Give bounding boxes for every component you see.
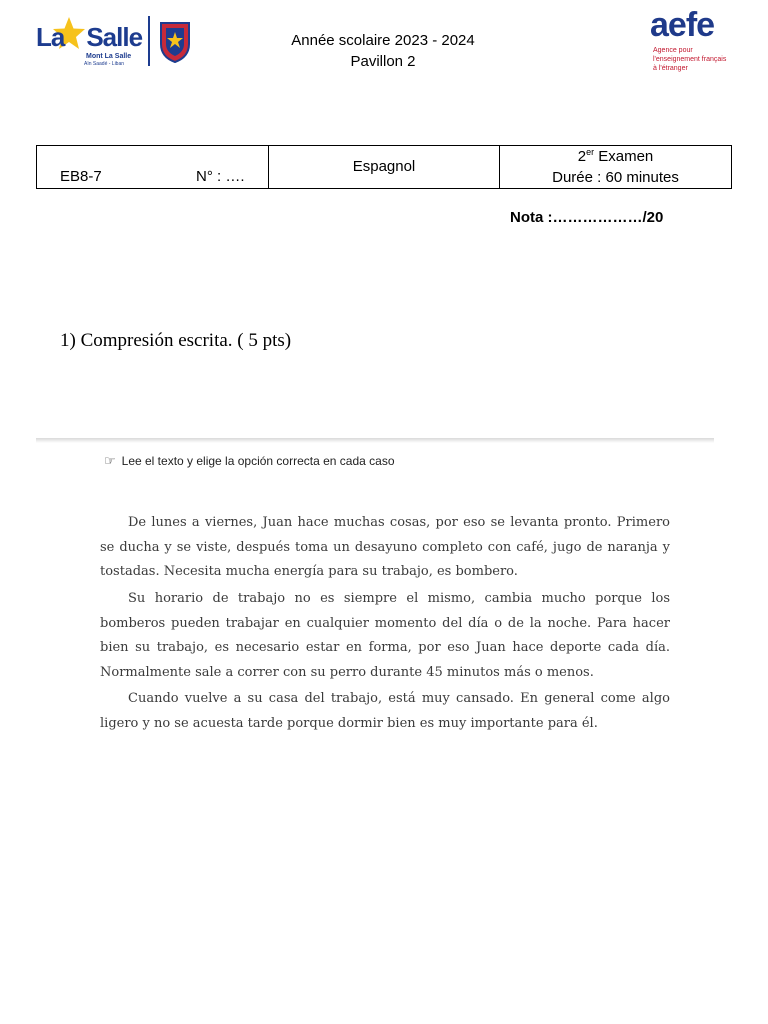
exam-cell xyxy=(500,146,732,189)
student-cell xyxy=(37,146,269,189)
reading-paragraph: De lunes a viernes, Juan hace muchas cosas, por eso se levanta pronto. Primero se ducha y se viste, después toma un desayuno completo con café, jugo de naranja y tostadas. Necesita mucha energía para su trabajo, es bombero. xyxy=(100,515,670,579)
lasalle-logo-name: La Salle xyxy=(36,22,143,52)
header-center xyxy=(233,30,533,72)
lasalle-logo-line2: Aïn Saadé - Liban xyxy=(84,61,125,67)
aefe-logo xyxy=(648,6,748,78)
school-crest-icon xyxy=(158,20,192,64)
scan-edge xyxy=(36,438,714,443)
subject-name: Espagnol xyxy=(352,157,416,175)
class-code: EB8-7 xyxy=(60,168,102,185)
section-title: 1) Compresión escrita. ( 5 pts) xyxy=(60,330,292,351)
exam-duration: Durée : 60 minutes xyxy=(552,169,679,186)
reading-instruction: ☞ Lee el texto y elige la opción correcta en cada caso xyxy=(104,453,395,468)
subject-cell xyxy=(269,146,500,189)
student-number-label: N° : …. xyxy=(196,168,245,185)
lasalle-logo xyxy=(34,14,194,70)
logo-divider xyxy=(148,16,150,66)
school-year: Année scolaire 2023 - 2024 xyxy=(291,32,475,49)
exam-title: 2er Examen xyxy=(577,147,654,165)
aefe-logo-tagline: Agence pour l'enseignement français à l'étranger xyxy=(653,47,727,72)
reading-paragraph: Su horario de trabajo no es siempre el mismo, cambia mucho porque los bomberos pueden trabajar en cualquier momento del día o de la noche. Para hacer bien su trabajo, es necesario estar en forma, por eso Juan hace deporte cada día. Normalmente sale a correr con su perro durante 45 minutos más o menos. xyxy=(100,591,670,680)
aefe-logo-name: aefe xyxy=(650,6,715,44)
pavilion: Pavillon 2 xyxy=(350,53,416,70)
lasalle-logo-line1: Mont La Salle xyxy=(86,53,132,60)
reading-paragraph: Cuando vuelve a su casa del trabajo, está muy cansado. En general come algo ligero y no se acuesta tarde porque dormir bien es muy importante para él. xyxy=(100,691,670,731)
pointing-hand-icon: ☞ xyxy=(104,453,116,468)
grade-field: Nota :………………/20 xyxy=(510,209,664,226)
exam-info-table xyxy=(36,145,732,189)
